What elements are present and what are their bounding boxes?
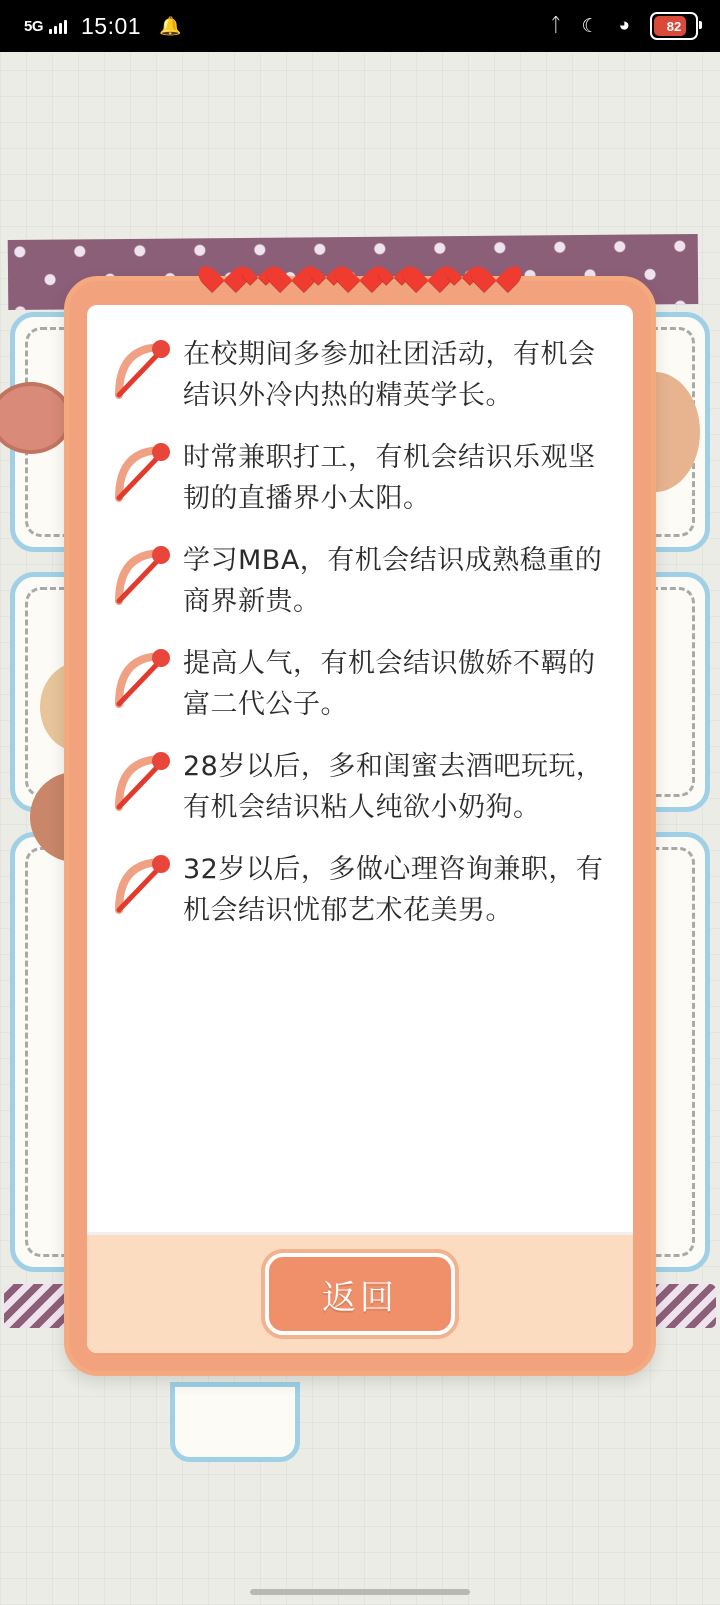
system-navigation-bar[interactable] (250, 1589, 470, 1595)
list-item (109, 541, 611, 622)
bow-and-arrow-icon (109, 751, 175, 815)
status-bar-left (24, 13, 182, 40)
list-item (109, 850, 611, 931)
background-card-tab (170, 1382, 300, 1462)
list-item-text: 32岁以后，多做心理咨询兼职，有机会结识忧郁艺术花美男。 (183, 854, 604, 926)
list-item (109, 644, 611, 725)
status-bar (0, 0, 720, 52)
bow-and-arrow-icon (109, 442, 175, 506)
dialog-body (87, 305, 633, 1353)
back-button[interactable] (265, 1253, 455, 1335)
list-item-text: 时常兼职打工，有机会结识乐观坚韧的直播界小太阳。 (183, 442, 596, 514)
battery-icon (650, 12, 698, 40)
list-item-text: 28岁以后，多和闺蜜去酒吧玩玩，有机会结识粘人纯欲小奶狗。 (183, 751, 604, 823)
status-bar-right (550, 12, 698, 40)
bluetooth-icon: ᛏ (550, 15, 562, 36)
network-type-label: 5G (24, 17, 44, 35)
tips-list (87, 305, 633, 1232)
list-item-text: 提高人气，有机会结识傲娇不羁的富二代公子。 (183, 648, 596, 720)
bow-and-arrow-icon (109, 339, 175, 403)
bow-and-arrow-icon (109, 545, 175, 609)
status-bar-clock: 15:01 (81, 12, 142, 39)
battery-level-label: 82 (666, 18, 682, 34)
wifi-icon: ◕ (618, 15, 630, 36)
bow-and-arrow-icon (109, 854, 175, 918)
tips-dialog (64, 276, 656, 1376)
back-button-label: 返回 (322, 1277, 398, 1318)
bow-and-arrow-icon (109, 648, 175, 712)
list-item-text: 在校期间多参加社团活动，有机会结识外冷内热的精英学长。 (183, 339, 596, 411)
notification-bell-icon: 🔔 (159, 15, 182, 36)
signal-icon (49, 18, 67, 34)
list-item-text: 学习MBA，有机会结识成熟稳重的商界新贵。 (183, 545, 603, 617)
list-item (109, 438, 611, 519)
dialog-footer (87, 1232, 633, 1353)
list-item (109, 747, 611, 828)
do-not-disturb-icon: ☾ (581, 15, 599, 37)
list-item (109, 335, 611, 416)
